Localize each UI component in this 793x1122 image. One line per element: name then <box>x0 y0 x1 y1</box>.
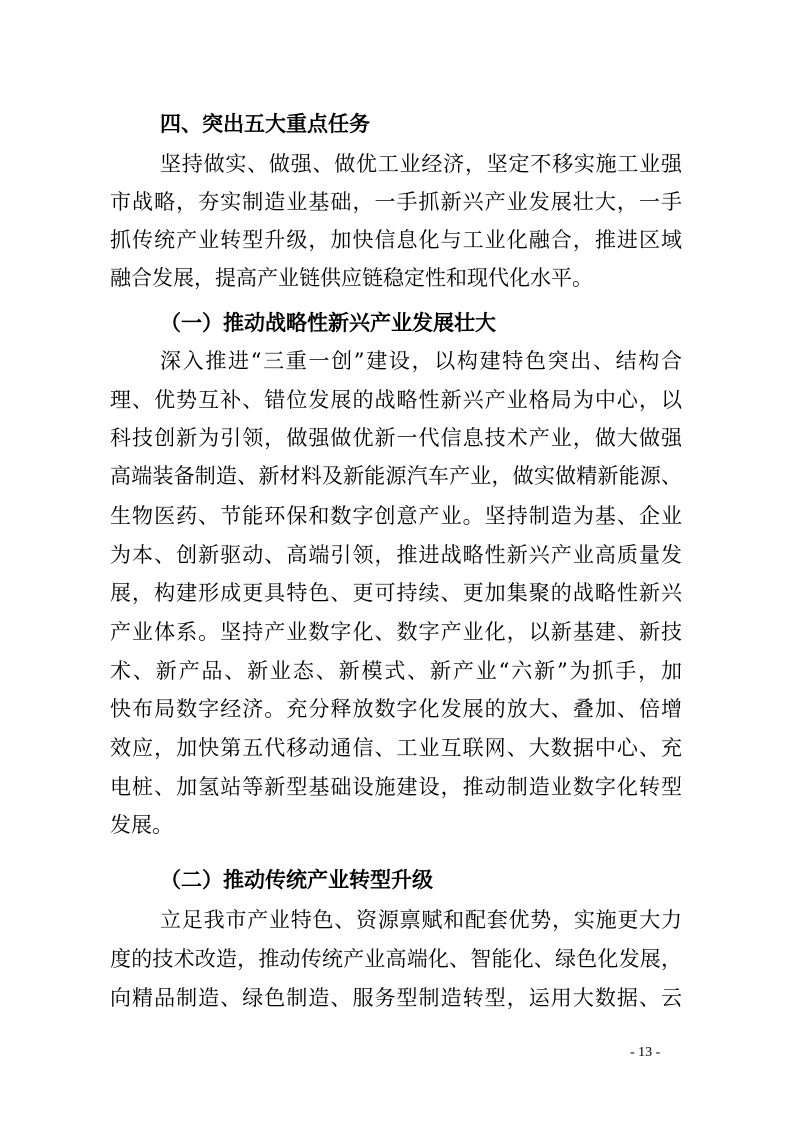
paragraph-line: 电桩、加氢站等新型基础设施建设，推动制造业数字化转型 <box>110 775 682 799</box>
subsection-heading-2: （二）推动传统产业转型升级 <box>160 867 433 892</box>
page-number: - 13 - <box>630 1045 661 1060</box>
paragraph-line: 度的技术改造，推动传统产业高端化、智能化、绿色化发展， <box>110 947 682 971</box>
paragraph-line: 市战略，夯实制造业基础，一手抓新兴产业发展壮大，一手 <box>110 190 682 214</box>
paragraph-line: 向精品制造、绿色制造、服务型制造转型，运用大数据、云 <box>110 986 682 1010</box>
paragraph-line: 融合发展，提高产业链供应链稳定性和现代化水平。 <box>110 266 593 290</box>
paragraph-line: 为本、创新驱动、高端引领，推进战略性新兴产业高质量发 <box>110 543 682 567</box>
paragraph-line: 深入推进“三重一创”建设，以构建特色突出、结构合 <box>160 349 682 373</box>
paragraph-line: 生物医药、节能环保和数字创意产业。坚持制造为基、企业 <box>110 504 682 528</box>
section-heading: 四、突出五大重点任务 <box>160 112 370 136</box>
paragraph-line: 发展。 <box>110 813 173 837</box>
paragraph-line: 立足我市产业特色、资源禀赋和配套优势，实施更大力 <box>160 908 682 932</box>
paragraph-line: 术、新产品、新业态、新模式、新产业“六新”为抓手，加 <box>110 659 682 683</box>
paragraph-line: 科技创新为引领，做强做优新一代信息技术产业，做大做强 <box>110 426 682 450</box>
paragraph-line: 效应，加快第五代移动通信、工业互联网、大数据中心、充 <box>110 736 682 760</box>
subsection-heading-1: （一）推动战略性新兴产业发展壮大 <box>160 310 496 335</box>
paragraph-line: 快布局数字经济。充分释放数字化发展的放大、叠加、倍增 <box>110 697 682 721</box>
paragraph-line: 产业体系。坚持产业数字化、数字产业化，以新基建、新技 <box>110 620 682 644</box>
paragraph-line: 抓传统产业转型升级，加快信息化与工业化融合，推进区域 <box>110 228 682 252</box>
paragraph-line: 理、优势互补、错位发展的战略性新兴产业格局为中心，以 <box>110 388 682 412</box>
paragraph-line: 高端装备制造、新材料及新能源汽车产业，做实做精新能源、 <box>110 464 682 488</box>
paragraph-line: 坚持做实、做强、做优工业经济，坚定不移实施工业强 <box>160 152 682 176</box>
paragraph-line: 展，构建形成更具特色、更可持续、更加集聚的战略性新兴 <box>110 581 682 605</box>
